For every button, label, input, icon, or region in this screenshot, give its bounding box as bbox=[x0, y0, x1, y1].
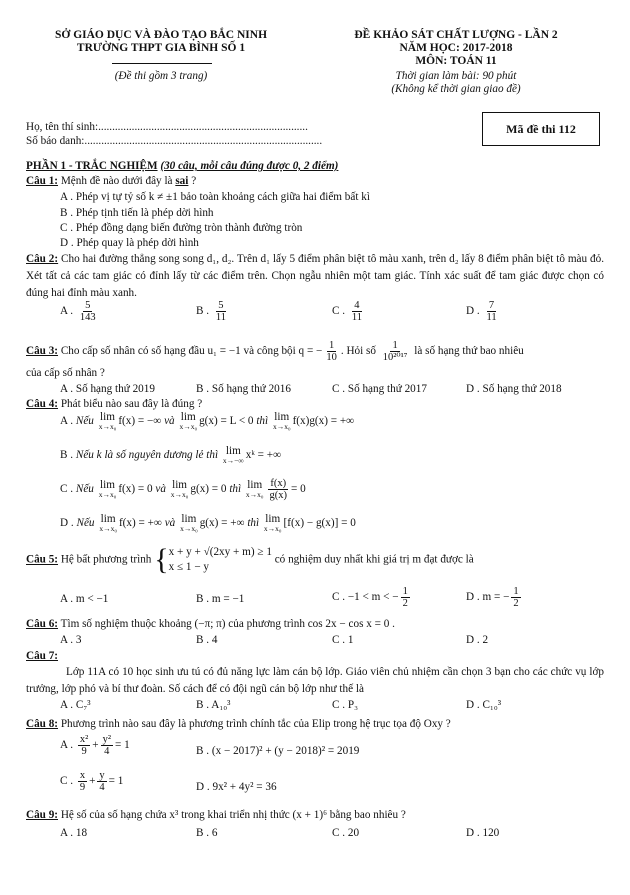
denominator: 10²⁰¹⁷ bbox=[382, 352, 408, 364]
lim-word: lim bbox=[225, 445, 241, 457]
system-brace: { bbox=[154, 543, 169, 577]
option-letter: B . bbox=[60, 448, 74, 461]
lim-sub: x→x₀ bbox=[179, 422, 198, 432]
q9-option-c: C . 20 bbox=[332, 827, 360, 839]
question-text: Tìm số nghiệm thuộc khoảng (−π; π) của phương trình cos 2x − cos x = 0 . bbox=[60, 618, 395, 630]
option-text: D . m = − bbox=[466, 591, 510, 604]
denominator: 2 bbox=[402, 598, 408, 610]
fraction bbox=[484, 300, 498, 323]
option-letter: C . bbox=[332, 305, 346, 318]
lim-word: lim bbox=[180, 411, 196, 423]
limit bbox=[180, 514, 198, 533]
q6-option-c: C . 1 bbox=[332, 634, 354, 646]
question-text: có nghiệm duy nhất khi giá trị m đạt được là bbox=[274, 553, 474, 566]
q5-option-c bbox=[332, 586, 412, 609]
operator: + bbox=[89, 775, 96, 788]
q9-option-a: A . 18 bbox=[60, 827, 88, 839]
duration: Thời gian làm bài: 90 phút bbox=[395, 70, 517, 82]
q4-option-c bbox=[60, 478, 306, 501]
option-text: = 0 bbox=[291, 483, 306, 496]
denominator: 9 bbox=[79, 782, 86, 794]
numerator: x² bbox=[79, 734, 89, 745]
question-stem: Mệnh đề nào dưới đây là bbox=[60, 175, 173, 187]
option-letter: C . bbox=[60, 483, 74, 496]
numerator: 1 bbox=[328, 340, 335, 351]
option-text: g(x) = +∞ bbox=[199, 516, 245, 529]
denominator: 2 bbox=[513, 598, 519, 610]
question-text: Phương trình nào sau đây là phương trình chính tắc của Elip trong hệ trục tọa độ Oxy ? bbox=[60, 718, 451, 730]
q2-option-d bbox=[466, 300, 501, 323]
limit bbox=[273, 412, 291, 431]
option-letter: D . bbox=[60, 516, 74, 529]
option-letter: A . bbox=[60, 739, 74, 752]
question-7: Lớp 11A có 10 học sinh ưu tú có đủ năng lực làm cán bộ lớp. Giáo viên chủ nhiệm cần chọn 3 bạn cho các chức vụ lớp trưởng, lớp phó và bí thư đoàn. Số cách để có đội ngũ cán bộ lớp như thế là bbox=[26, 666, 604, 695]
lim-sub: x→x₀ bbox=[98, 490, 117, 500]
question-text: Phát biểu nào sau đây là đúng ? bbox=[60, 398, 203, 410]
q8-option-b: B . (x − 2017)² + (y − 2018)² = 2019 bbox=[196, 745, 360, 757]
lim-sub: x→x₀ bbox=[99, 524, 117, 534]
fraction bbox=[401, 586, 410, 609]
fraction bbox=[78, 300, 98, 323]
option-text: f(x) = −∞ bbox=[118, 414, 162, 427]
limit bbox=[223, 446, 244, 465]
option-text: xᵏ = +∞ bbox=[245, 448, 282, 461]
denominator: 4 bbox=[104, 746, 110, 758]
equation-system bbox=[169, 545, 272, 575]
q8-option-c bbox=[60, 770, 123, 793]
option-text: g(x) = 0 bbox=[190, 483, 227, 496]
denominator: g(x) bbox=[269, 490, 288, 502]
lim-word: lim bbox=[247, 479, 263, 492]
q8-option-d: D . 9x² + 4y² = 36 bbox=[196, 781, 277, 793]
lim-word: lim bbox=[100, 411, 115, 423]
lim-word: lim bbox=[100, 479, 115, 492]
fraction bbox=[97, 770, 106, 793]
question-text: là số hạng thứ bao nhiêu bbox=[414, 345, 524, 358]
limit bbox=[99, 412, 117, 431]
numerator: y² bbox=[102, 734, 111, 745]
question-6 bbox=[26, 617, 604, 631]
numerator: 1 bbox=[513, 586, 519, 597]
question-label: Câu 6: bbox=[26, 618, 59, 630]
question-3-cont: của cấp số nhân ? bbox=[26, 367, 105, 379]
numerator: 5 bbox=[218, 300, 224, 311]
denominator: 11 bbox=[351, 312, 362, 324]
school-name: TRƯỜNG THPT GIA BÌNH SỐ 1 bbox=[76, 42, 246, 54]
q5-option-d bbox=[466, 586, 523, 609]
option-text: [f(x) − g(x)] = 0 bbox=[283, 516, 356, 529]
q3-option-d: D . Số hạng thứ 2018 bbox=[466, 383, 562, 395]
question-label: Câu 7: bbox=[26, 650, 59, 662]
lim-word: lim bbox=[265, 513, 281, 525]
q4-option-d bbox=[60, 514, 356, 533]
lim-word: lim bbox=[274, 411, 290, 423]
denominator: 10 bbox=[326, 352, 337, 364]
option-letter: A . bbox=[60, 305, 74, 318]
part-title-text: PHẦN 1 - TRẮC NGHIỆM bbox=[26, 160, 158, 172]
numerator: 4 bbox=[354, 300, 360, 311]
question-text: Hệ số của số hạng chứa x³ trong khai triển nhị thức (x + 1)⁶ bằng bao nhiêu ? bbox=[60, 809, 406, 821]
denominator: 143 bbox=[79, 312, 96, 324]
question-4 bbox=[26, 397, 604, 411]
lim-word: lim bbox=[172, 479, 188, 492]
option-letter: B . bbox=[196, 305, 210, 318]
option-text: f(x)g(x) = +∞ bbox=[292, 414, 355, 427]
page-count-note: (Đề thi gồm 3 trang) bbox=[114, 70, 208, 82]
q9-option-b: B . 6 bbox=[196, 827, 218, 839]
question-label: Câu 3: bbox=[26, 345, 59, 358]
lim-word: lim bbox=[181, 513, 197, 525]
lim-word: lim bbox=[100, 513, 116, 525]
option-text: f(x) = 0 bbox=[118, 483, 153, 496]
lim-sub: x→x₀ bbox=[98, 422, 117, 432]
option-letter: C . bbox=[60, 775, 74, 788]
denominator: 9 bbox=[81, 746, 87, 758]
lim-sub: x→−∞ bbox=[222, 456, 244, 466]
q7-option-b: B . A₁₀³ bbox=[196, 699, 231, 711]
option-text: thì bbox=[256, 414, 269, 427]
option-text: và bbox=[164, 414, 175, 427]
department-name: SỞ GIÁO DỤC VÀ ĐÀO TẠO BẮC NINH bbox=[54, 29, 268, 41]
question-label: Câu 2: bbox=[26, 253, 59, 265]
header-divider bbox=[112, 63, 212, 64]
question-7-label bbox=[26, 649, 604, 663]
q3-option-a: A . Số hạng thứ 2019 bbox=[60, 383, 155, 395]
q2-option-c bbox=[332, 300, 366, 323]
duration-note: (Không kể thời gian giao đề) bbox=[391, 83, 521, 95]
q4-option-a bbox=[60, 412, 354, 431]
option-text: C . −1 < m < − bbox=[332, 591, 399, 604]
numerator: 7 bbox=[488, 300, 495, 311]
numerator: x bbox=[79, 770, 86, 781]
operator: + bbox=[92, 739, 99, 752]
student-id-field: Số báo danh:..................................................................................... bbox=[26, 135, 323, 147]
question-text: Cho cấp số nhân có số hạng đầu u₁ = −1 và công bội q = − bbox=[60, 345, 323, 358]
question-text: Cho hai đường thẳng song song d₁, d₂. Trên d₁ lấy 5 điểm phân biệt tô màu xanh, trên d₂ lấy 8 điểm phân biệt tô màu đỏ. Xét tất cả các tam giác có đỉnh lấy từ các điểm trên. Chọn ngẫu nhiên một tam giác. Tính xác suất để tam giác được chọn có đúng hai đỉnh màu xanh. bbox=[26, 253, 605, 299]
part-subtitle: (30 câu, mỗi câu đúng được 0, 2 điểm) bbox=[160, 160, 339, 172]
q1-option-d: D . Phép quay là phép dời hình bbox=[60, 237, 199, 249]
limit bbox=[264, 514, 282, 533]
q7-option-a: A . C₇³ bbox=[60, 699, 91, 711]
option-text: Nếu bbox=[76, 516, 95, 529]
option-text: Nếu k là số nguyên dương lẻ thì bbox=[75, 448, 219, 461]
option-text: thì bbox=[247, 516, 260, 529]
fraction bbox=[381, 340, 410, 363]
equation-line: x ≤ 1 − y bbox=[168, 561, 210, 574]
question-mark: ? bbox=[191, 175, 197, 187]
q3-option-c: C . Số hạng thứ 2017 bbox=[332, 383, 427, 395]
q6-option-a: A . 3 bbox=[60, 634, 82, 646]
q6-option-b: B . 4 bbox=[196, 634, 218, 646]
q1-option-b: B . Phép tịnh tiến là phép dời hình bbox=[60, 207, 214, 219]
limit bbox=[246, 480, 264, 499]
q1-option-c: C . Phép đồng dạng biến đường tròn thành đường tròn bbox=[60, 222, 303, 234]
option-text: và bbox=[164, 516, 176, 529]
q6-option-d: D . 2 bbox=[466, 634, 489, 646]
lim-sub: x→x₀ bbox=[263, 524, 282, 534]
numerator: y bbox=[99, 770, 105, 781]
part-title bbox=[26, 159, 338, 173]
question-1 bbox=[26, 174, 604, 188]
limit bbox=[179, 412, 197, 431]
question-label: Câu 9: bbox=[26, 809, 59, 821]
question-label: Câu 1: bbox=[26, 175, 59, 187]
q5-option-a: A . m < −1 bbox=[60, 593, 109, 605]
lim-sub: x→x₀ bbox=[272, 422, 291, 432]
lim-sub: x→x₀ bbox=[170, 490, 189, 500]
lim-sub: x→x₀ bbox=[180, 524, 198, 534]
subject: MÔN: TOÁN 11 bbox=[415, 55, 497, 67]
q5-option-b: B . m = −1 bbox=[196, 593, 245, 605]
student-name-field: Họ, tên thí sinh:........................................................................... bbox=[26, 121, 308, 133]
fraction bbox=[511, 586, 520, 609]
school-year: NĂM HỌC: 2017-2018 bbox=[399, 42, 513, 54]
option-text: g(x) = L < 0 bbox=[199, 414, 254, 427]
fraction bbox=[214, 300, 228, 323]
option-text: và bbox=[155, 483, 166, 496]
q1-option-a: A . Phép vị tự tỷ số k ≠ ±1 bảo toàn khoảng cách giữa hai điểm bất kì bbox=[60, 191, 370, 203]
option-letter: A . bbox=[60, 414, 74, 427]
limit bbox=[99, 514, 117, 533]
limit bbox=[99, 480, 117, 499]
denominator: 11 bbox=[486, 312, 497, 324]
question-label: Câu 5: bbox=[26, 553, 59, 566]
lim-sub: x→x₀ bbox=[245, 490, 264, 500]
question-3 bbox=[26, 340, 604, 363]
question-label: Câu 4: bbox=[26, 398, 59, 410]
option-text: thì bbox=[229, 483, 242, 496]
q4-option-b bbox=[60, 446, 281, 465]
limit bbox=[171, 480, 189, 499]
option-text: = 1 bbox=[114, 739, 130, 752]
fraction bbox=[350, 300, 364, 323]
q2-option-a bbox=[60, 300, 100, 323]
q7-option-d: D . C₁₀³ bbox=[466, 699, 502, 711]
option-text: Nếu bbox=[75, 483, 94, 496]
fraction bbox=[78, 734, 90, 757]
option-letter: D . bbox=[466, 305, 480, 318]
numerator: 1 bbox=[402, 586, 408, 597]
q7-option-c: C . P₃ bbox=[332, 699, 358, 711]
question-2 bbox=[26, 251, 604, 301]
question-9 bbox=[26, 808, 604, 822]
question-8 bbox=[26, 717, 604, 731]
fraction bbox=[101, 734, 113, 757]
equation-line: x + y + √(2xy + m) ≥ 1 bbox=[168, 546, 272, 558]
numerator: f(x) bbox=[270, 478, 287, 489]
numerator: 1 bbox=[392, 340, 398, 351]
denominator: 4 bbox=[99, 782, 105, 794]
q9-option-d: D . 120 bbox=[466, 827, 500, 839]
option-text: = 1 bbox=[108, 775, 124, 788]
q2-option-b bbox=[196, 300, 230, 323]
question-5 bbox=[26, 545, 604, 575]
fraction bbox=[268, 478, 290, 501]
question-text: Hệ bất phương trình bbox=[60, 553, 152, 566]
fraction bbox=[78, 770, 87, 793]
exam-code-box: Mã đề thi 112 bbox=[482, 112, 600, 146]
exam-title: ĐỀ KHẢO SÁT CHẤT LƯỢNG - LẦN 2 bbox=[354, 29, 558, 41]
question-label: Câu 8: bbox=[26, 718, 59, 730]
option-text: Nếu bbox=[75, 414, 94, 427]
emphasis-word: sai bbox=[175, 175, 189, 187]
question-text: . Hỏi số bbox=[340, 345, 376, 358]
denominator: 11 bbox=[215, 312, 226, 324]
q3-option-b: B . Số hạng thứ 2016 bbox=[196, 383, 291, 395]
fraction bbox=[324, 340, 339, 363]
numerator: 5 bbox=[85, 300, 91, 311]
q8-option-a bbox=[60, 734, 130, 757]
option-text: f(x) = +∞ bbox=[118, 516, 162, 529]
